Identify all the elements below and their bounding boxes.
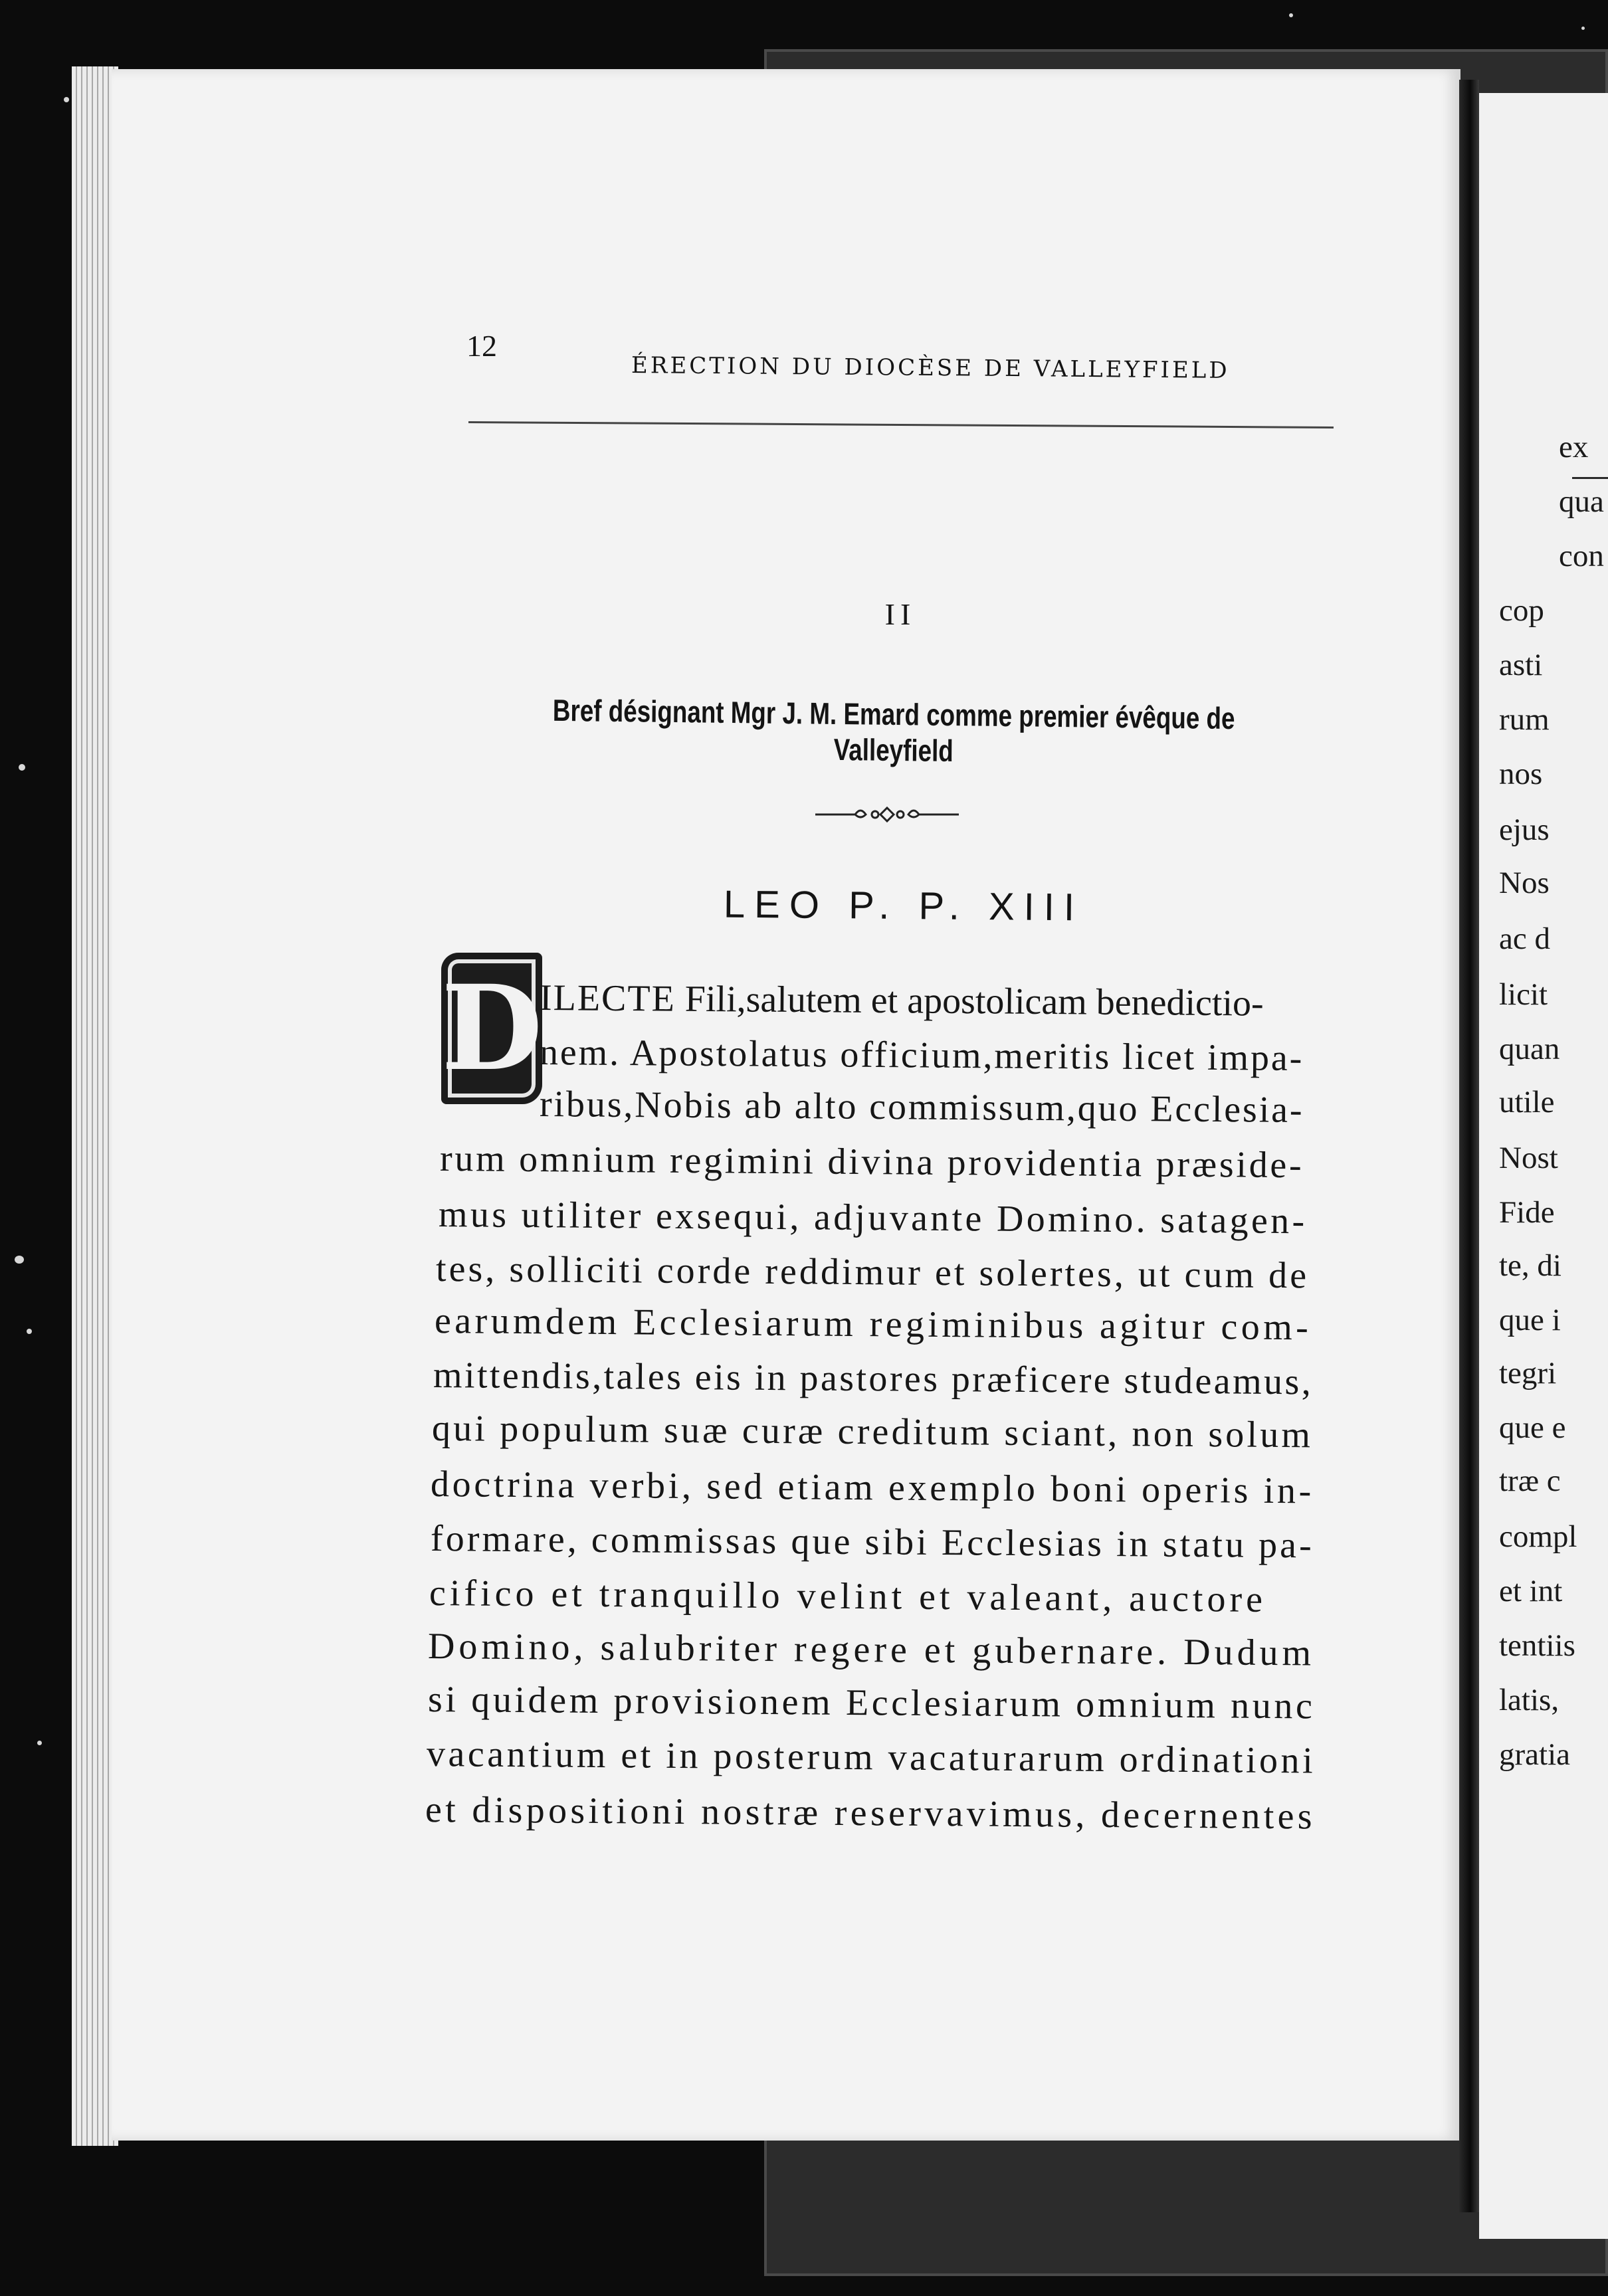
dust-speck	[64, 97, 69, 102]
opening-line-rest: Fili,salutem et apostolicam benedictio-	[675, 978, 1264, 1024]
dust-speck	[1289, 13, 1293, 17]
text-line: formare, commissas que sibi Ecclesias in statu pa-	[430, 1518, 1315, 1567]
ornament-divider	[814, 803, 960, 822]
right-page-line: Nost	[1499, 1141, 1558, 1175]
right-page-line: licit	[1499, 977, 1548, 1012]
dust-speck	[1581, 27, 1585, 30]
right-page-line: cop	[1499, 593, 1544, 628]
right-page-line: tentiis	[1499, 1628, 1575, 1663]
dust-speck	[15, 1256, 24, 1264]
right-page-line: gratia	[1499, 1737, 1570, 1772]
right-page-line: te, di	[1499, 1248, 1561, 1283]
document-subtitle: Bref désignant Mgr J. M. Emard comme premier évêque de Valleyfield	[552, 692, 1235, 769]
right-page-line: ex	[1559, 430, 1589, 464]
right-page	[1479, 93, 1608, 2239]
running-head: ÉRECTION DU DIOCÈSE DE VALLEYFIELD	[631, 352, 1230, 384]
right-page-line: quan	[1499, 1032, 1560, 1066]
dust-speck	[37, 1741, 42, 1745]
right-page-line: rum	[1499, 702, 1550, 737]
right-page-line: Fide	[1499, 1195, 1555, 1230]
right-page-line: que i	[1499, 1303, 1561, 1337]
page-number: 12	[466, 329, 497, 363]
opening-smallcaps: ILECTE	[539, 977, 676, 1020]
right-page-line: ejus	[1499, 813, 1550, 847]
right-page-line: træ c	[1499, 1464, 1561, 1498]
text-line: nem. Apostolatus officium,meritis licet impa-	[539, 1032, 1304, 1080]
right-page-line: et int	[1499, 1574, 1563, 1608]
text-line: tes, solliciti corde reddimur et solertes, ut cum de	[435, 1248, 1310, 1297]
right-page-line: que e	[1499, 1410, 1566, 1445]
right-page-line: compl	[1499, 1519, 1577, 1554]
dust-speck	[19, 764, 25, 771]
right-page-head-rule	[1572, 477, 1608, 479]
text-line: Domino, salubriter regere et gubernare. Dudum	[427, 1626, 1316, 1674]
text-line: vacantium et in posterum vacaturarum ordinationi	[426, 1733, 1316, 1782]
text-line-first	[540, 979, 1264, 1022]
text-line: earumdem Ecclesiarum regiminibus agitur com-	[434, 1300, 1312, 1349]
pope-heading: LEO P. P. XIII	[723, 882, 1084, 929]
text-line: doctrina verbi, sed etiam exemplo boni operis in-	[430, 1464, 1315, 1512]
right-page-line: ac d	[1499, 921, 1550, 956]
section-number: II	[884, 597, 916, 631]
right-page-line: qua	[1559, 484, 1604, 519]
book-gutter	[1459, 80, 1479, 2212]
text-line: qui populum suæ curæ creditum sciant, non solum	[431, 1408, 1314, 1456]
right-page-line: tegri	[1499, 1356, 1557, 1390]
text-line: rum omnium regimini divina providentia præside-	[439, 1138, 1304, 1187]
text-line: si quidem provisionem Ecclesiarum omnium nunc	[427, 1679, 1316, 1727]
right-page-line: latis,	[1499, 1683, 1559, 1717]
right-page-line: utile	[1499, 1085, 1555, 1119]
right-page-line: con	[1559, 539, 1604, 573]
text-line: cifico et tranquillo velint et valeant, auctore	[429, 1573, 1267, 1620]
text-line: et dispositioni nostræ reservavimus, decernentes	[425, 1789, 1316, 1838]
right-page-line: Nos	[1499, 866, 1550, 900]
right-page-line: asti	[1499, 648, 1543, 682]
right-page-line: nos	[1499, 757, 1543, 791]
text-line: mus utiliter exsequi, adjuvante Domino. satagen-	[438, 1194, 1308, 1242]
text-line: ribus,Nobis ab alto commissum,quo Ecclesia-	[539, 1084, 1304, 1131]
decorative-dropcap: D	[441, 953, 542, 1104]
text-line: mittendis,tales eis in pastores præficere studeamus,	[433, 1355, 1314, 1403]
dust-speck	[27, 1329, 32, 1334]
